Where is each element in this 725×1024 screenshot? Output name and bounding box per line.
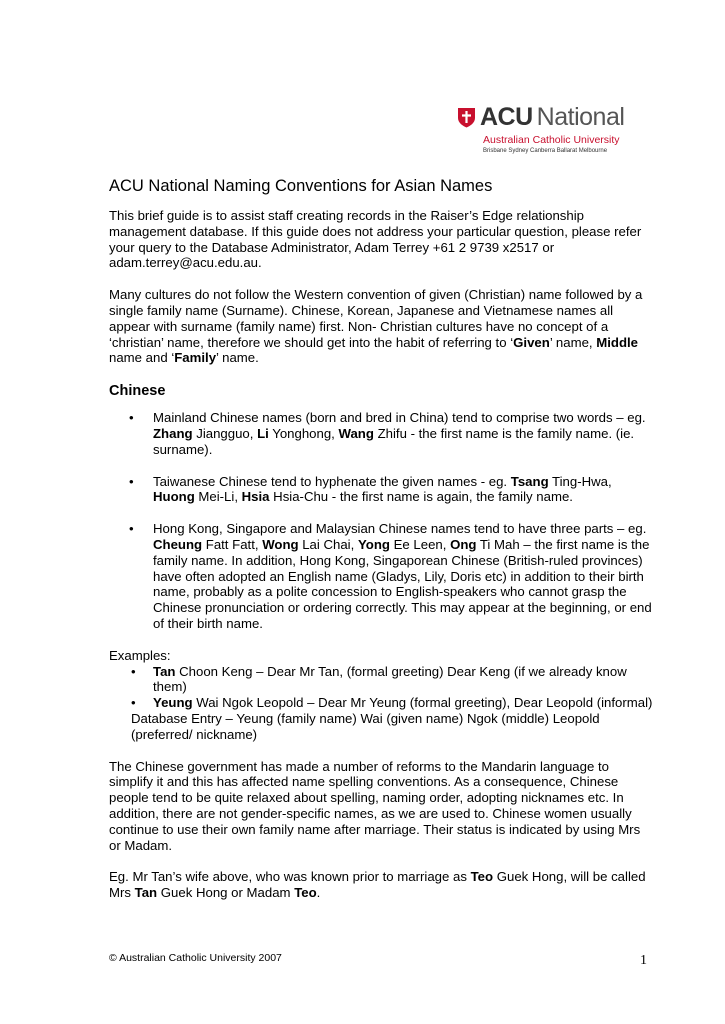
- bullet-icon: •: [131, 663, 136, 679]
- reforms-paragraph: The Chinese government has made a number of reforms to the Mandarin language to simplify it and this has affected name spelling conventions. As a consequence, Chinese people tend to be quite relaxed about spelling, naming order, adopting nicknames etc. In addition, there are not gender-specific names, as we are used to. Chinese women usually continue to use their own family name after marriage. Their status is indicated by using Mrs or Madam.: [109, 758, 641, 853]
- bullet-icon: •: [129, 521, 134, 537]
- list-item: • Mainland Chinese names (born and bred in China) tend to comprise two words – eg. Zhang Jiangguo, Li Yonghong, Wang Zhifu - the first name is the family name. (ie. surname).: [129, 410, 646, 457]
- logo-university: Australian Catholic University: [483, 134, 620, 146]
- footer-copyright: © Australian Catholic University 2007: [109, 952, 282, 964]
- logo-cities: Brisbane Sydney Canberra Ballarat Melbourne: [483, 148, 608, 154]
- bullet-icon: •: [129, 410, 134, 426]
- examples-label: Examples:: [109, 647, 171, 663]
- example-paragraph: Eg. Mr Tan’s wife above, who was known prior to marriage as Teo Guek Hong, will be called Mrs Tan Guek Hong or Madam Teo.: [109, 869, 646, 901]
- database-entry-note: Database Entry – Yeung (family name) Wai (given name) Ngok (middle) Leopold (preferred/ nickname): [131, 710, 600, 742]
- bullet-icon: •: [131, 695, 136, 711]
- page-number: 1: [640, 953, 647, 968]
- list-item: • Hong Kong, Singapore and Malaysian Chinese names tend to have three parts – eg. Cheung Fatt Fatt, Wong Lai Chai, Yong Ee Leen, Ong Ti Mah – the first name is the family name. In addition, Hong Kong, Singaporean Chinese (British-ruled provinces) have often adopted an English name (Gladys, Lily, Doris etc) in addition to their birth name, probably as a polite concession to English-speakers who cannot grasp the Chinese pronunciation or ordering correctly. This may appear at the beginning, or end of their birth name.: [129, 521, 652, 631]
- acu-logo: [457, 104, 657, 160]
- logo-brand-suffix: National: [536, 103, 625, 131]
- intro-paragraph: This brief guide is to assist staff creating records in the Raiser’s Edge relationship management database. If this guide does not address your particular question, please refer your query to the Database Administrator, Adam Terrey +61 2 9739 x2517 or adam.terrey@acu.edu.au.: [109, 208, 642, 271]
- cultures-paragraph: Many cultures do not follow the Western convention of given (Christian) name followed by a single family name (Surname). Chinese, Korean, Japanese and Vietnamese names all appear with surname (family name) first. Non- Christian cultures have no concept of a ‘christian’ name, therefore we should get into the habit of referring to ‘Given’ name, Middle name and ‘Family’ name.: [109, 287, 643, 366]
- shield-icon: [457, 107, 476, 128]
- examples-list: [109, 664, 654, 711]
- document-body: [109, 176, 654, 917]
- bullet-icon: •: [129, 473, 134, 489]
- list-item: • Tan Choon Keng – Dear Mr Tan, (formal greeting) Dear Keng (if we already know them): [131, 663, 627, 695]
- chinese-bullet-list: [109, 410, 654, 632]
- page-title: ACU National Naming Conventions for Asian Names: [109, 177, 493, 195]
- list-item: • Yeung Wai Ngok Leopold – Dear Mr Yeung (formal greeting), Dear Leopold (informal): [131, 695, 653, 711]
- list-item: • Taiwanese Chinese tend to hyphenate the given names - eg. Tsang Ting-Hwa, Huong Mei-Li, Hsia Hsia-Chu - the first name is again, the family name.: [129, 473, 612, 505]
- chinese-heading: Chinese: [109, 383, 166, 400]
- logo-brand: ACU: [480, 103, 533, 131]
